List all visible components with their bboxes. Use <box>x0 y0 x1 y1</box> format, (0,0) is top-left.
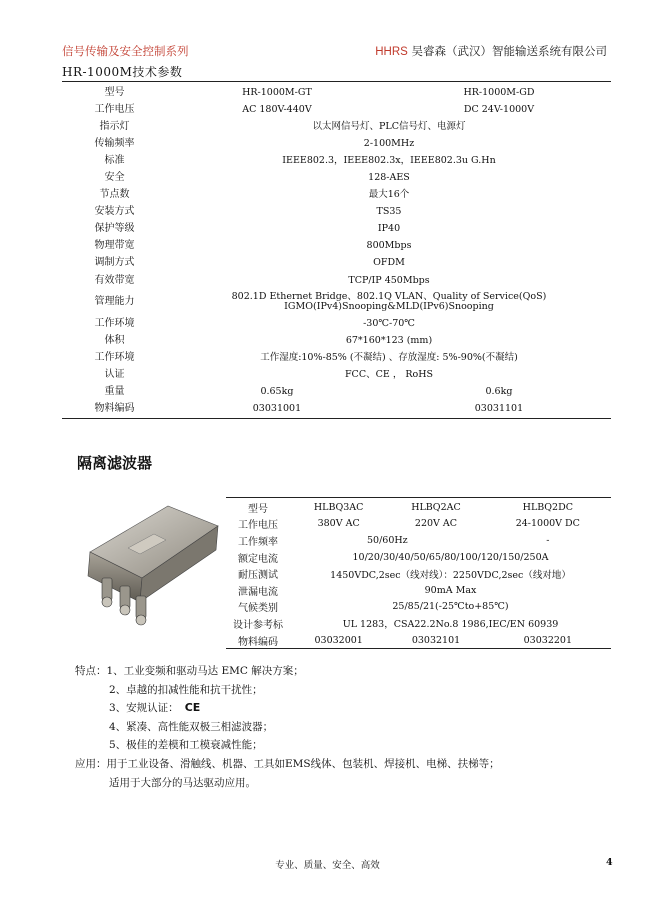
spec-row <box>62 332 611 349</box>
filter-value: 24-1000V DC <box>515 518 580 530</box>
divider <box>62 81 611 82</box>
filter-value: 03032001 <box>290 632 387 649</box>
spec-row <box>62 169 611 186</box>
filter-value: 90mA Max <box>424 584 477 596</box>
filter-label: 工作电压 <box>238 520 278 532</box>
filter-value: - <box>546 534 550 546</box>
filter-label: 额定电流 <box>238 553 278 565</box>
spec-value <box>167 289 611 315</box>
ce-mark-icon: CE <box>184 701 201 715</box>
spec-value-line: 800Mbps <box>366 240 412 252</box>
spec-label: 工作环境 <box>94 317 135 329</box>
spec-label: 工作环境 <box>94 351 135 363</box>
spec-value-line: 工作湿度:10%-85% (不凝结) 、存放湿度: 5%-90%(不凝结) <box>260 351 518 363</box>
spec-value <box>167 255 611 272</box>
filter-value: 380V AC <box>317 518 360 530</box>
spec-label: 保护等级 <box>94 223 135 235</box>
spec-label: 有效带宽 <box>94 274 135 286</box>
spec-row <box>62 135 611 152</box>
filter-value: HLBQ3AC <box>313 501 364 513</box>
filter-value: 50/60Hz <box>366 534 408 546</box>
spec-label: 认证 <box>104 368 125 380</box>
spec-row <box>62 315 611 332</box>
feature-item: 4、紧凑、高性能双极三相滤波器； <box>109 720 274 733</box>
spec-value-line: 67*160*123 (mm) <box>345 334 433 346</box>
spec-label: 指示灯 <box>99 120 130 132</box>
spec-value <box>167 169 611 186</box>
spec-label: 安装方式 <box>94 206 135 218</box>
spec-row <box>62 255 611 272</box>
filter-value: 220V AC <box>414 518 458 530</box>
spec-value-line: 128-AES <box>368 172 410 184</box>
spec-value-line: 最大16个 <box>368 189 410 201</box>
spec-row <box>62 401 611 419</box>
spec-value-line: 以太网信号灯、PLC信号灯、电源灯 <box>312 120 466 132</box>
spec-value-line: IGMO(IPv4)Snooping&MLD(IPv6)Snooping <box>284 301 494 313</box>
filter-value: 10/20/30/40/50/65/80/100/120/150/250A <box>352 551 549 563</box>
spec-value: AC 180V-440V <box>242 103 312 115</box>
filter-value: HLBQ2DC <box>522 501 573 513</box>
filter-label: 物料编码 <box>226 632 290 649</box>
spec-value <box>167 272 611 289</box>
application-text: 用于工业设备、滑触线、机器、工具如EMS线体、包装机、焊接机、电梯、扶梯等； <box>106 757 500 770</box>
spec-row <box>62 238 611 255</box>
spec-row <box>62 366 611 383</box>
spec-value: 0.65kg <box>260 386 294 398</box>
filter-row <box>226 532 611 549</box>
spec-row <box>62 221 611 238</box>
feature-item: 5、极佳的差模和工模衰减性能； <box>109 739 263 752</box>
spec-value-line: IEEE802.3，IEEE802.3x，IEEE802.3u G.Hn <box>282 154 496 166</box>
application-heading: 应用： <box>75 757 107 770</box>
spec-label: 调制方式 <box>94 257 135 269</box>
filter-row <box>226 615 611 632</box>
filter-value: UL 1283，CSA22.2No.8 1986,IEC/EN 60939 <box>342 619 559 631</box>
filter-label: 耐压测试 <box>238 570 278 582</box>
filter-label: 泄漏电流 <box>238 586 278 598</box>
spec-label: 物料编码 <box>62 401 167 419</box>
filter-spec-table <box>226 499 611 649</box>
spec-value: 03031101 <box>387 401 611 419</box>
header-company <box>375 43 607 59</box>
feature-item: 2、卓越的扣减性能和抗干扰性； <box>109 683 263 696</box>
spec-value-line: FCC、CE ， RoHS <box>344 368 434 380</box>
spec-row <box>62 384 611 401</box>
filter-row <box>226 582 611 599</box>
divider <box>226 497 611 498</box>
filter-value: 1450VDC,2sec（线对线）：2250VDC,2sec（线对地） <box>330 569 571 581</box>
spec-value-line: IP40 <box>377 223 401 235</box>
spec-value <box>167 152 611 169</box>
spec-row <box>62 101 611 118</box>
spec-value-line: TS35 <box>376 206 402 218</box>
feature-item: 3、安规认证： <box>109 702 179 715</box>
spec-value <box>167 135 611 152</box>
filter-row <box>226 516 611 533</box>
spec-value <box>167 238 611 255</box>
spec-value <box>167 118 611 135</box>
spec-value <box>167 349 611 366</box>
section-title-hr1000m: HR-1000M技术参数 <box>62 65 183 79</box>
spec-row <box>62 204 611 221</box>
spec-label: 重量 <box>104 386 125 398</box>
filter-row <box>226 599 611 616</box>
feature-item: 1、工业变频和驱动马达 EMC 解决方案； <box>106 665 304 677</box>
spec-value <box>167 366 611 383</box>
spec-value <box>167 221 611 238</box>
application-text: 适用于大部分的马达驱动应用。 <box>109 776 256 789</box>
spec-label: 工作电压 <box>94 103 135 115</box>
features-heading: 特点： <box>75 665 107 677</box>
spec-label: 安全 <box>104 172 125 184</box>
spec-value-line: TCP/IP 450Mbps <box>348 274 430 286</box>
spec-value-line: -30℃-70℃ <box>363 317 415 329</box>
filter-value: 03032101 <box>387 632 484 649</box>
spec-row <box>62 152 611 169</box>
spec-label: 标准 <box>104 154 125 166</box>
features-block <box>75 662 500 792</box>
spec-label: 传输频率 <box>94 137 135 149</box>
spec-label: 物理带宽 <box>94 240 135 252</box>
header-series-title: 信号传输及安全控制系列 <box>62 44 189 58</box>
spec-label: 体积 <box>104 334 125 346</box>
spec-row <box>62 289 611 315</box>
spec-value-line: OFDM <box>373 257 405 269</box>
filter-value: HLBQ2AC <box>411 501 461 513</box>
spec-label: 管理能力 <box>94 296 135 308</box>
page-number: 4 <box>606 857 613 868</box>
spec-value: 03031001 <box>167 401 387 419</box>
spec-row <box>62 118 611 135</box>
spec-value: DC 24V-1000V <box>463 103 535 115</box>
filter-row <box>226 565 611 582</box>
brand-logo-text: HHRS <box>375 46 408 58</box>
filter-label: 设计参考标 <box>233 619 283 631</box>
spec-label: 型号 <box>104 86 125 98</box>
filter-row <box>226 549 611 566</box>
spec-value: 0.6kg <box>485 386 513 398</box>
company-name: 吴睿森（武汉）智能输送系统有限公司 <box>411 44 607 58</box>
spec-value <box>167 204 611 221</box>
hr1000m-spec-table <box>62 84 611 419</box>
spec-value-line: 2-100MHz <box>363 137 415 149</box>
filter-row <box>226 632 611 649</box>
filter-product-image <box>80 490 220 638</box>
spec-value-line: 802.1D Ethernet Bridge、802.1Q VLAN、Quality of Service(QoS) <box>231 291 547 303</box>
spec-row <box>62 349 611 366</box>
spec-row <box>62 272 611 289</box>
filter-value: 25/85/21(-25℃to+85℃) <box>392 601 509 613</box>
spec-row <box>62 84 611 101</box>
spec-row <box>62 187 611 204</box>
spec-value: HR-1000M-GT <box>242 86 312 98</box>
spec-value <box>167 187 611 204</box>
footer-slogan: 专业、质量、安全、高效 <box>275 860 380 871</box>
spec-value <box>167 332 611 349</box>
filter-value: 03032201 <box>485 632 611 649</box>
spec-value: HR-1000M-GD <box>463 86 535 98</box>
filter-label: 气候类别 <box>238 603 278 615</box>
filter-row <box>226 499 611 516</box>
section-title-filter: 隔离滤波器 <box>77 454 153 472</box>
filter-label: 型号 <box>248 503 268 515</box>
spec-label: 节点数 <box>99 189 130 201</box>
spec-value <box>167 315 611 332</box>
filter-label: 工作频率 <box>238 536 278 548</box>
